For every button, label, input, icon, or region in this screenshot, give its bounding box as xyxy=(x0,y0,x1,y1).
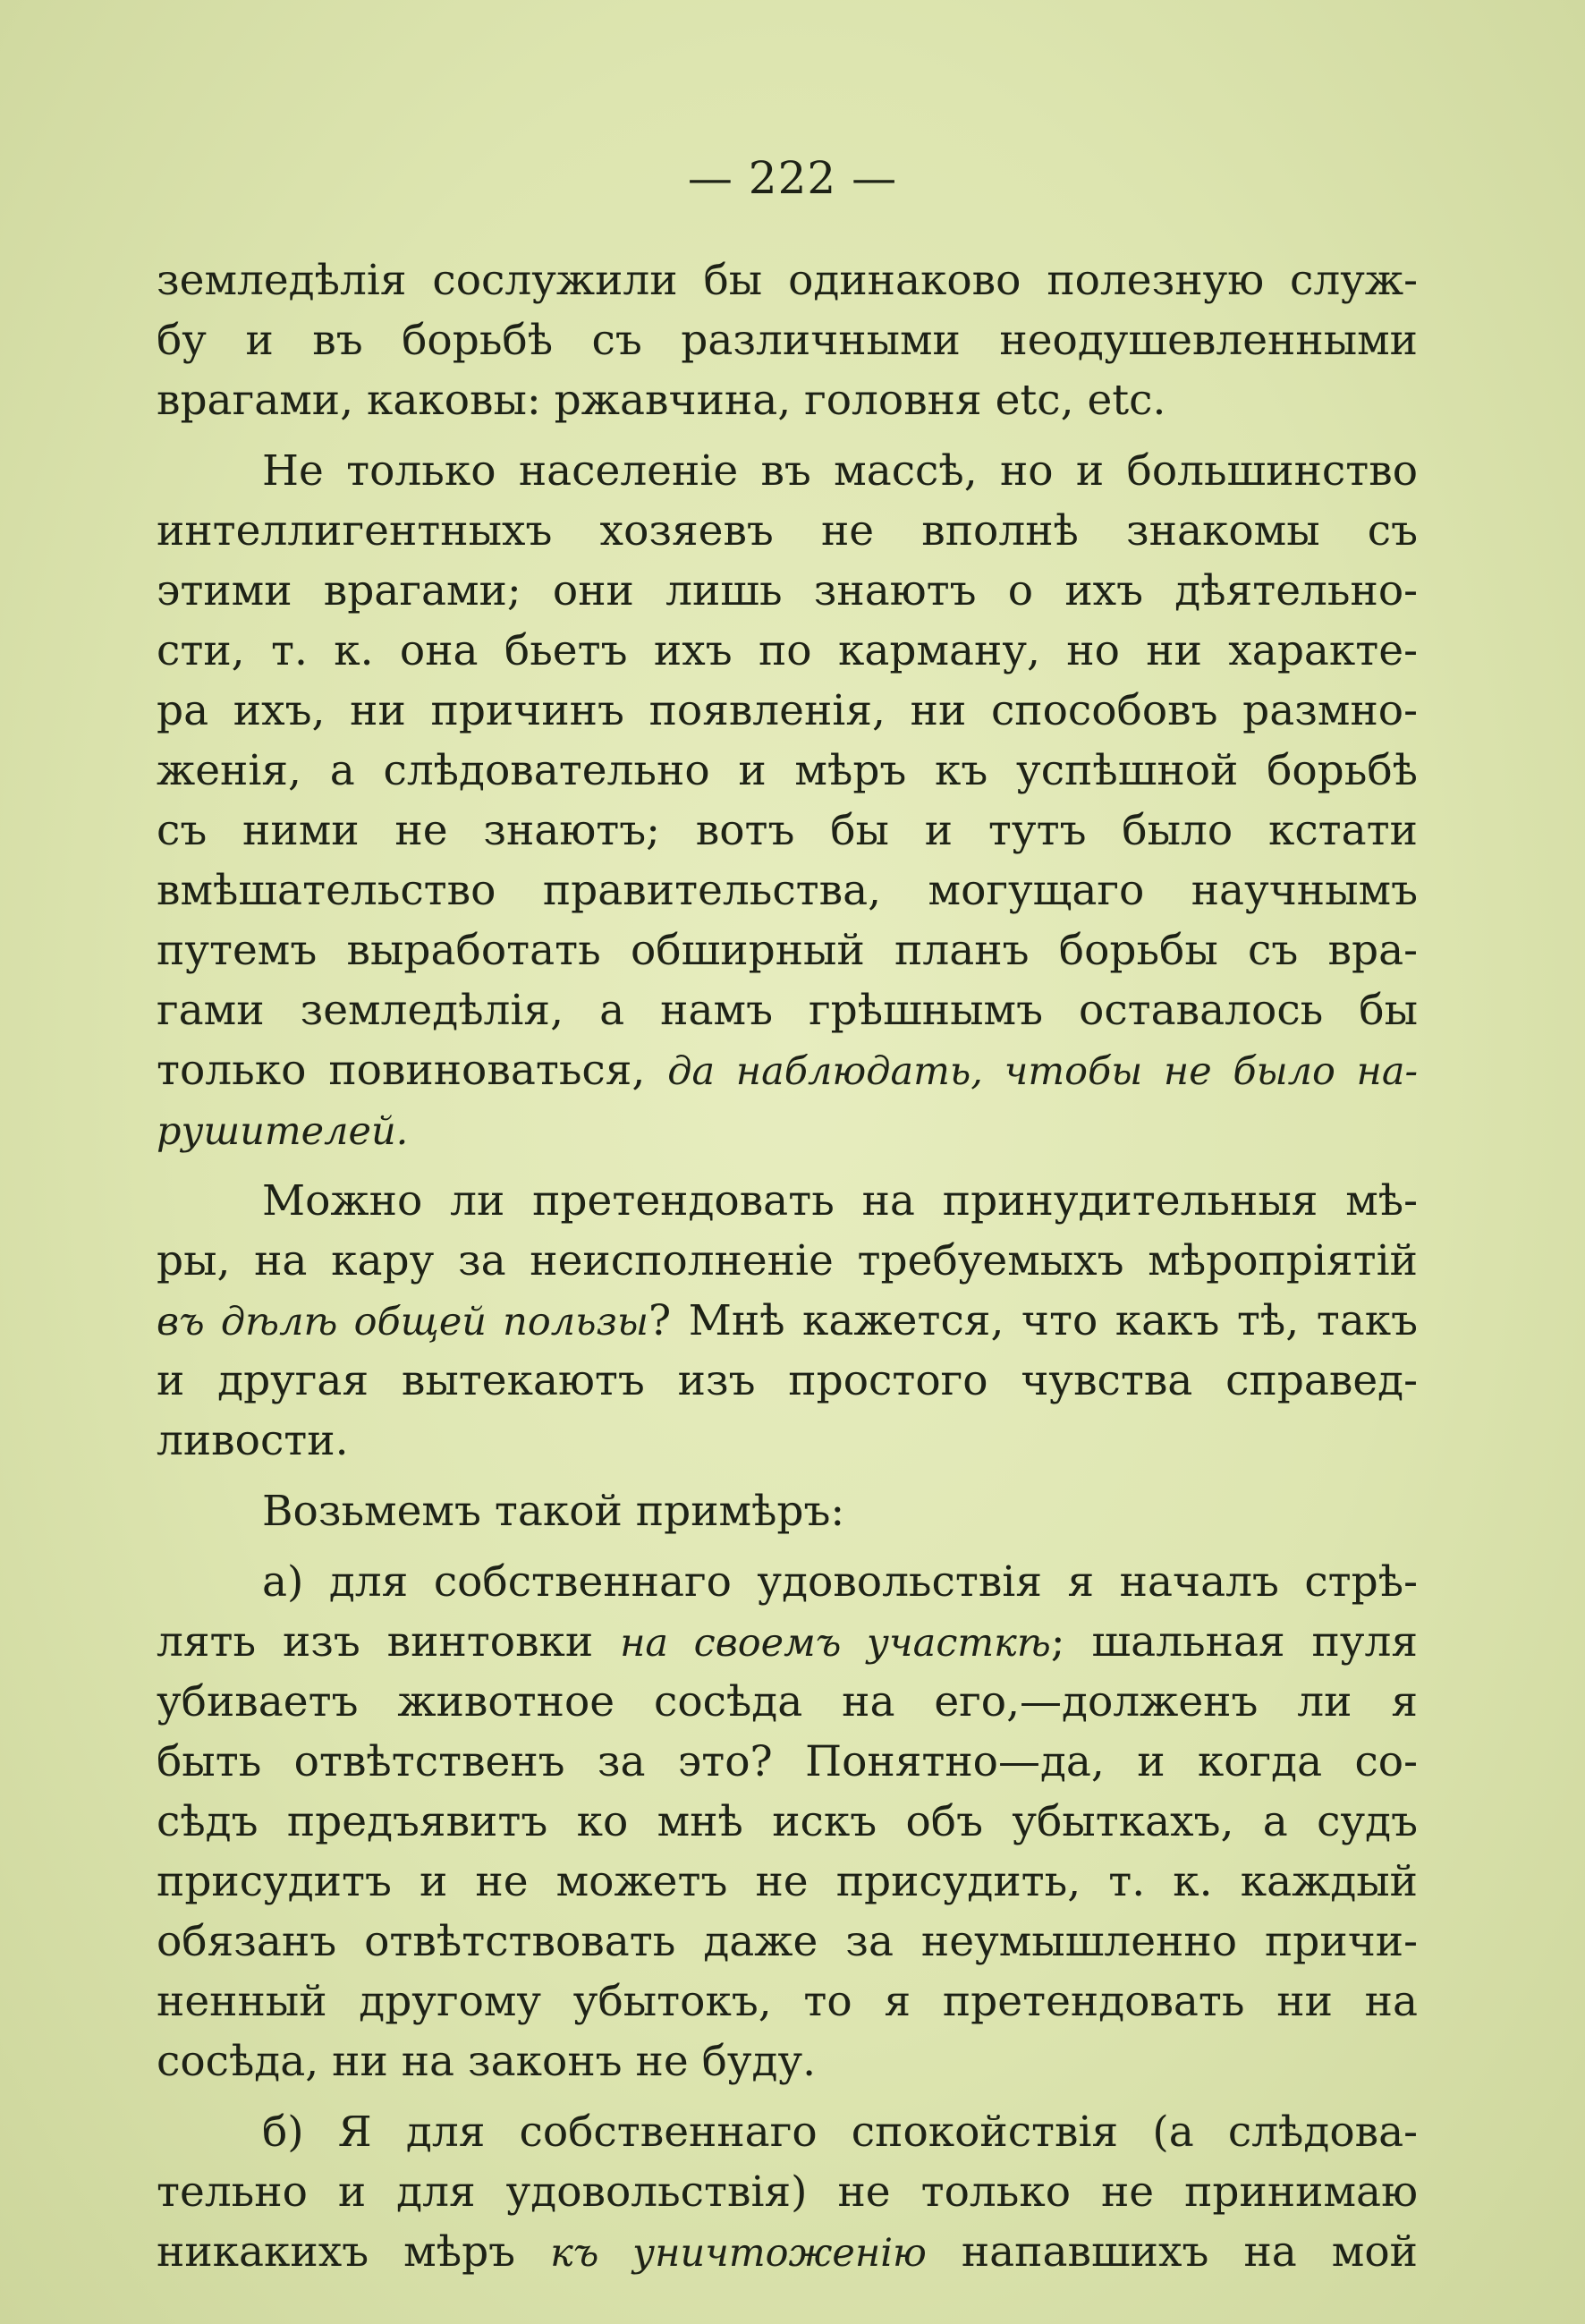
text-line: присудитъ и не можетъ не присудить, т. к. каждый xyxy=(157,1857,1418,1906)
italic-emphasis: въ дѣлѣ общей пользы xyxy=(157,1300,649,1344)
text-line: путемъ выработать обширный планъ борьбы съ вра- xyxy=(157,926,1418,975)
paragraph-4 xyxy=(157,1481,1418,1541)
text-line xyxy=(157,1612,1418,1672)
text-line xyxy=(157,1100,1418,1160)
text-run: лять изъ винтовки xyxy=(157,1617,621,1667)
text-line: ливости. xyxy=(157,1416,349,1465)
text-line: сосѣда, ни на законъ не буду. xyxy=(157,2037,817,2086)
text-line: съ ними не знаютъ; вотъ бы и тутъ было кстати xyxy=(157,806,1418,855)
text-line xyxy=(157,2222,1418,2282)
text-line: сти, т. к. она бьетъ ихъ по карману, но ни характе- xyxy=(157,626,1418,675)
text-line: вмѣшательство правительства, могущаго научнымъ xyxy=(157,866,1418,915)
text-line xyxy=(157,1291,1418,1351)
text-run: ? Мнѣ кажется, что какъ тѣ, такъ xyxy=(648,1296,1419,1345)
paragraph-2 xyxy=(157,441,1418,1160)
text-line: гами земледѣлія, а намъ грѣшнымъ оставалось бы xyxy=(157,986,1418,1035)
text-line xyxy=(157,1040,1418,1100)
text-line: быть отвѣтственъ за это? Понятно—да, и когда со- xyxy=(157,1737,1418,1786)
text-line: интеллигентныхъ хозяевъ не вполнѣ знакомы съ xyxy=(157,506,1418,556)
paragraph-6 xyxy=(157,2102,1418,2282)
text-run: никакихъ мѣръ xyxy=(157,2227,551,2277)
italic-emphasis: рушителей. xyxy=(157,1109,409,1154)
text-line: и другая вытекаютъ изъ простого чувства справед- xyxy=(157,1356,1418,1405)
text-line: убиваетъ животное сосѣда на его,—долженъ ли я xyxy=(157,1677,1418,1726)
text-run: ; шальная пуля xyxy=(1050,1617,1418,1667)
text-line: Возьмемъ такой примѣръ: xyxy=(262,1487,845,1536)
text-line: врагами, каковы: ржавчина, головня etc, etc. xyxy=(157,376,1166,425)
body-text xyxy=(157,250,1418,2293)
paragraph-1 xyxy=(157,250,1418,430)
text-line: этими врагами; они лишь знаютъ о ихъ дѣятельно- xyxy=(157,566,1418,615)
paragraph-3 xyxy=(157,1171,1418,1471)
page-number: — 222 — xyxy=(687,152,898,204)
text-line: Не только населеніе въ массѣ, но и большинство xyxy=(262,446,1418,496)
text-line: ры, на кару за неисполненіе требуемыхъ мѣропріятій xyxy=(157,1236,1418,1285)
text-line: ра ихъ, ни причинъ появленія, ни способовъ размно- xyxy=(157,686,1418,735)
italic-emphasis: да наблюдать, чтобы не было на- xyxy=(667,1049,1419,1094)
text-line: ненный другому убытокъ, то я претендовать ни на xyxy=(157,1977,1418,2026)
text-line: тельно и для удовольствія) не только не принимаю xyxy=(157,2167,1418,2217)
paragraph-5 xyxy=(157,1552,1418,2091)
text-line: женія, а слѣдовательно и мѣръ къ успѣшной борьбѣ xyxy=(157,746,1418,795)
italic-emphasis: на своемъ участкѣ xyxy=(620,1621,1051,1666)
text-line: земледѣлія сослужили бы одинаково полезную служ- xyxy=(157,256,1418,305)
text-line: б) Я для собственнаго спокойствія (а слѣдова- xyxy=(262,2108,1418,2157)
text-line: сѣдъ предъявитъ ко мнѣ искъ объ убыткахъ, а судъ xyxy=(157,1797,1418,1846)
text-line: бу и въ борьбѣ съ различными неодушевленными xyxy=(157,316,1418,365)
italic-emphasis: къ уничтоженію xyxy=(550,2231,927,2276)
text-run: только повиноваться, xyxy=(157,1046,668,1095)
text-line: Можно ли претендовать на принудительныя мѣ- xyxy=(262,1176,1418,1226)
text-line: а) для собственнаго удовольствія я началъ стрѣ- xyxy=(262,1557,1418,1607)
text-line: обязанъ отвѣтствовать даже за неумышленно причи- xyxy=(157,1917,1418,1966)
text-run: напавшихъ на мой xyxy=(926,2227,1418,2277)
